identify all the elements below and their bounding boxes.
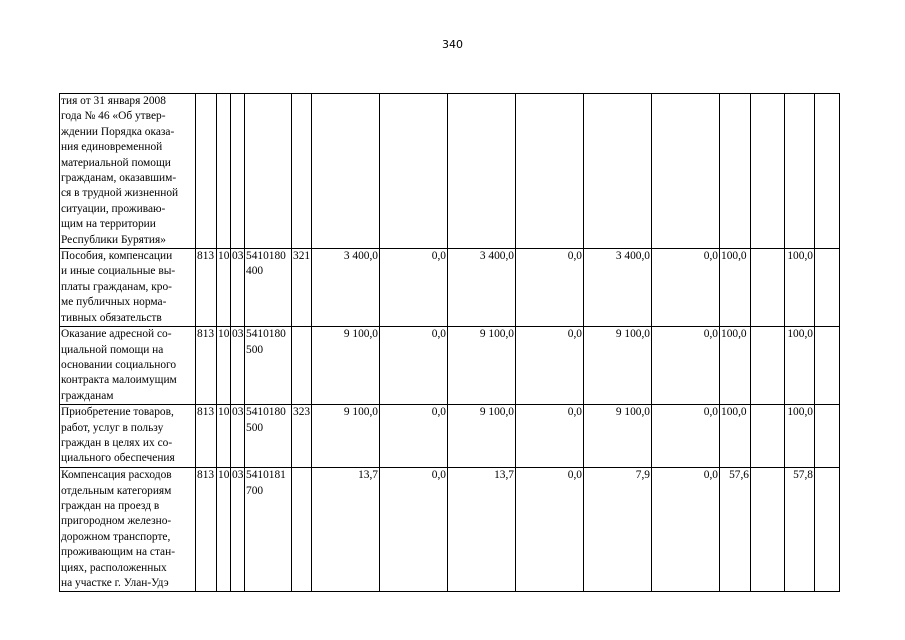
value-cell <box>751 468 785 592</box>
budget-table <box>59 93 840 592</box>
rz-code: 10 <box>217 468 231 592</box>
ved-code: 813 <box>196 405 217 468</box>
table-row <box>60 94 840 249</box>
percent-cell: 100,0 <box>720 249 751 327</box>
csr-code-main: 5410180 <box>246 250 286 263</box>
value-cell <box>312 94 380 249</box>
empty-cell <box>815 405 840 468</box>
value-cell: 0,0 <box>516 249 584 327</box>
rz-code <box>217 94 231 249</box>
value-cell <box>448 94 516 249</box>
value-cell: 0,0 <box>380 405 448 468</box>
value-cell <box>751 249 785 327</box>
empty-cell <box>815 327 840 405</box>
value-cell: 9 100,0 <box>448 405 516 468</box>
table-row <box>60 249 840 327</box>
csr-code <box>245 94 292 249</box>
ved-code: 813 <box>196 327 217 405</box>
row-name: тия от 31 января 2008 года № 46 «Об утвер- ждении Порядка оказа- ния единовременной материальной помощи гражданам, оказавшим- ся в трудной жизненной ситуации, проживаю- щим на территории Республики Бурятия» <box>60 94 196 249</box>
csr-code <box>245 468 292 592</box>
row-name: Оказание адресной со- циальной помощи на основании социального контракта малоимущим гражданам <box>60 327 196 405</box>
value-cell <box>751 327 785 405</box>
percent-cell: 100,0 <box>785 327 815 405</box>
value-cell: 0,0 <box>652 327 720 405</box>
value-cell <box>516 94 584 249</box>
percent-cell: 57,8 <box>785 468 815 592</box>
value-cell <box>652 94 720 249</box>
value-cell: 3 400,0 <box>312 249 380 327</box>
value-cell: 3 400,0 <box>448 249 516 327</box>
value-cell: 9 100,0 <box>312 327 380 405</box>
rz-code: 10 <box>217 249 231 327</box>
vr-code: 323 <box>292 405 312 468</box>
value-cell <box>584 94 652 249</box>
percent-cell: 100,0 <box>720 327 751 405</box>
row-name: Пособия, компенсации и иные социальные вы- платы гражданам, кро- ме публичных норма- тивных обязательств <box>60 249 196 327</box>
pr-code <box>231 94 245 249</box>
csr-code <box>245 249 292 327</box>
ved-code: 813 <box>196 468 217 592</box>
value-cell: 9 100,0 <box>584 327 652 405</box>
value-cell: 0,0 <box>652 405 720 468</box>
csr-code <box>245 327 292 405</box>
empty-cell <box>815 468 840 592</box>
value-cell: 3 400,0 <box>584 249 652 327</box>
csr-code-main: 5410181 <box>246 469 286 482</box>
value-cell: 0,0 <box>380 468 448 592</box>
pr-code: 03 <box>231 405 245 468</box>
table-row <box>60 405 840 468</box>
value-cell: 0,0 <box>516 405 584 468</box>
percent-cell: 57,6 <box>720 468 751 592</box>
percent-cell: 100,0 <box>785 405 815 468</box>
value-cell: 13,7 <box>312 468 380 592</box>
page-number: 340 <box>442 38 463 51</box>
value-cell: 0,0 <box>516 468 584 592</box>
csr-code-sub: 500 <box>246 343 264 356</box>
ved-code: 813 <box>196 249 217 327</box>
vr-code <box>292 94 312 249</box>
value-cell <box>751 94 785 249</box>
value-cell: 7,9 <box>584 468 652 592</box>
vr-code <box>292 327 312 405</box>
csr-code <box>245 405 292 468</box>
empty-cell <box>815 94 840 249</box>
pr-code: 03 <box>231 327 245 405</box>
vr-code <box>292 468 312 592</box>
value-cell: 9 100,0 <box>312 405 380 468</box>
pr-code: 03 <box>231 249 245 327</box>
value-cell <box>751 405 785 468</box>
rz-code: 10 <box>217 405 231 468</box>
row-name: Приобретение товаров, работ, услуг в пользу граждан в целях их со- циального обеспечения <box>60 405 196 468</box>
csr-code-sub: 700 <box>246 484 264 497</box>
percent-cell <box>785 94 815 249</box>
value-cell <box>380 94 448 249</box>
pr-code: 03 <box>231 468 245 592</box>
value-cell: 13,7 <box>448 468 516 592</box>
value-cell: 0,0 <box>380 327 448 405</box>
percent-cell <box>720 94 751 249</box>
ved-code <box>196 94 217 249</box>
rz-code: 10 <box>217 327 231 405</box>
percent-cell: 100,0 <box>785 249 815 327</box>
value-cell: 0,0 <box>652 249 720 327</box>
csr-code-sub: 400 <box>246 265 264 278</box>
csr-code-main: 5410180 <box>246 328 286 341</box>
percent-cell: 100,0 <box>720 405 751 468</box>
value-cell: 9 100,0 <box>584 405 652 468</box>
value-cell: 0,0 <box>380 249 448 327</box>
csr-code-sub: 500 <box>246 421 264 434</box>
row-name: Компенсация расходов отдельным категориям граждан на проезд в пригородном железно- дорожном транспорте, проживающим на стан- циях, расположенных на участке г. Улан-Удэ <box>60 468 196 592</box>
table-row <box>60 468 840 592</box>
table-row <box>60 327 840 405</box>
value-cell: 9 100,0 <box>448 327 516 405</box>
empty-cell <box>815 249 840 327</box>
value-cell: 0,0 <box>652 468 720 592</box>
value-cell: 0,0 <box>516 327 584 405</box>
vr-code: 321 <box>292 249 312 327</box>
csr-code-main: 5410180 <box>246 406 286 419</box>
